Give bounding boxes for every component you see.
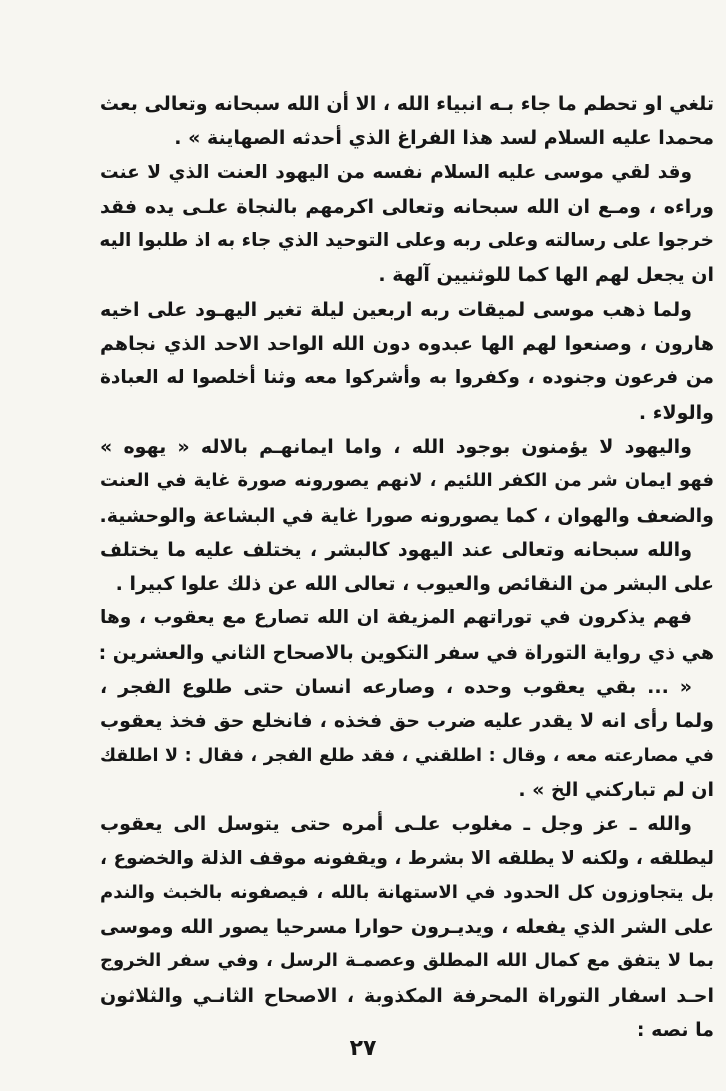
text-line: « ... بقي يعقوب وحده ، وصارعه انسان حتى طلوع الفجر ، (100, 676, 692, 699)
text-line: بما لا يتفق مع كمال الله المطلق وعصمـة الرسل ، وفي سفر الخروج (100, 950, 714, 972)
text-line: فهم يذكرون في توراتهم المزيفة ان الله تصارع مع يعقوب ، وها (100, 607, 692, 629)
text-line: والولاء . (638, 401, 714, 424)
text-line: ما نصه : (636, 1019, 714, 1042)
text-line: محمدا عليه السلام لسد هذا الفراغ الذي أحدثه الصهاينة » . (174, 127, 714, 150)
text-line: من فرعون وجنوده ، وكفروا به وأشركوا معه وثنا أخلصوا له العبادة (100, 367, 714, 389)
text-line: على الشر الذي يفعله ، ويديـرون حوارا مسرحيا يصور الله وموسى (100, 916, 714, 939)
text-line: واليهود لا يؤمنون بوجود الله ، واما ايمانهـم بالاله « يهوه » (100, 435, 692, 458)
text-line: خرجوا على رسالته وعلى ربه وعلى التوحيد الذي جاء به اذ طلبوا اليه (99, 230, 714, 252)
text-line: بل يتجاوزون كل الحدود في الاستهانة بالله ، فيصفونه بالخبث والندم (100, 881, 714, 903)
text-line: فهو ايمان شر من الكفر اللئيم ، لانهم يصورونه صورة غاية في العنت (100, 470, 714, 492)
text-line: ليطلقه ، ولكنه لا يطلقه الا بشرط ، ويقفونه موقف الذلة والخضوع ، (100, 847, 714, 869)
text-line: على البشر من النقائص والعيوب ، تعالى الله عن ذلك علوا كبيرا . (115, 573, 714, 596)
text-line: والضعف والهوان ، كما يصورونه صورا غاية في البشاعة والوحشية. (99, 504, 714, 527)
text-line: في مصارعته معه ، وقال : اطلقني ، فقد طلع الفجر ، فقال : لا اطلقك (100, 745, 714, 766)
text-line: والله سبحانه وتعالى عند اليهود كالبشر ، يختلف عليه ما يختلف (100, 538, 692, 561)
text-line: ولما ذهب موسى لميقات ربه اربعين ليلة تغير اليهـود على اخيه (100, 298, 692, 321)
body-text (100, 87, 714, 1047)
text-line: ان يجعل لهم الها كما للوثنيين آلهة . (378, 264, 714, 287)
text-line: هارون ، وصنعوا لهم الها عبدوه دون الله الواحد الاحد الذي نجاهم (100, 333, 714, 356)
text-line: وراءه ، ومـع ان الله سبحانه وتعالى اكرمهم بالنجاة علـى يده فقد (100, 195, 714, 218)
text-line: ان لم تباركني الخ » . (518, 778, 714, 801)
text-line: تلغي او تحطم ما جاء بـه انبياء الله ، الا أن الله سبحانه وتعالى بعث (99, 93, 714, 115)
text-line: هي ذي رواية التوراة في سفر التكوين بالاصحاح الثاني والعشرين : (98, 641, 714, 664)
text-line: وقد لقي موسى عليه السلام نفسه من اليهود العنت الذي لا عنت (100, 161, 692, 183)
text-line: والله ـ عز وجل ـ مغلوب علـى أمره حتى يتوسل الى يعقوب (100, 813, 692, 836)
text-line: ولما رأى انه لا يقدر عليه ضرب حق فخذه ، فانخلع حق فخذ يعقوب (100, 710, 714, 733)
text-line: احـد اسفار التوراة المحرفة المكذوبة ، الاصحاح الثانـي والثلاثون (100, 984, 714, 1007)
page-number: ٢٧ (349, 1036, 377, 1061)
